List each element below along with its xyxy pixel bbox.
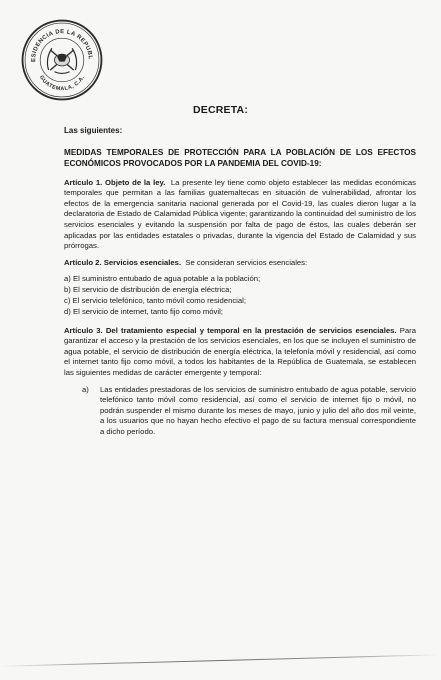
services-list (64, 274, 416, 317)
article-1-text: La presente ley tiene como objeto establecer las medidas económicas temporales que permitan a las familias guatemaltecas en situación de vulnerabilidad, afrontar los efectos de la emergencia sanitaria nacional generada por el Covid-19, las cuales dieron lugar a la declaratoria de Estado de Calamidad Pública vigente; garantizando la continuidad del suministro de los servicios esenciales y evitando la suspensión por falta de pago de éstos, las cuales deberán ser aplicadas por las entidades estatales o privadas, durante la vigencia del Estado de Calamidad y sus prórrogas. (64, 177, 416, 251)
decree-heading: DECRETA: (192, 104, 249, 116)
item-marker: a) (82, 384, 89, 394)
seal-emblem-icon (20, 18, 104, 102)
article-3 (64, 326, 416, 379)
list-item: d) El servicio de internet, tanto fijo como móvil; (64, 306, 223, 316)
measures-title: MEDIDAS TEMPORALES DE PROTECCIÓN PARA LA POBLACIÓN DE LOS EFECTOS ECONÓMICOS PROVOCADOS POR LA PANDEMIA DEL COVID-19: (64, 147, 416, 168)
article-3-title: Artículo 3. Del tratamiento especial y temporal en la prestación de servicios esenciales. (64, 325, 397, 335)
svg-text:GUATEMALA, C.A. (38, 75, 86, 93)
seal-bottom-text: GUATEMALA, C.A. (37, 74, 87, 93)
list-item: a) El suministro entubado de agua potable a la población; (64, 274, 261, 284)
article-1-title: Artículo 1. Objeto de la ley. (64, 177, 166, 187)
list-item: b) El servicio de distribución de energía eléctrica; (64, 285, 232, 295)
article-2 (64, 258, 416, 269)
article-3-item-a (82, 385, 416, 438)
article-2-title: Artículo 2. Servicios esenciales. (64, 257, 182, 267)
intro-line: Las siguientes: (64, 126, 123, 135)
article-1 (64, 178, 416, 252)
item-text: Las entidades prestadoras de los servicios de suministro entubado de agua potable, servicio telefónico tanto móvil como residencial, así como el servicio de internet fijo o móvil, no podrán suspender el mismo durante los meses de mayo, junio y julio del año dos mil veinte, a los usuarios que no hayan hecho efectivo el pago de su factura mensual correspondiente a dicho período. (100, 384, 416, 436)
list-item: c) El servicio telefónico, tanto móvil como residencial; (64, 295, 247, 305)
article-3-text: Para garantizar el acceso y la prestación de los servicios esenciales, en los que se incluyen el suministro de agua potable, el servicio de distribución de energía eléctrica, la telefonía móvil y residencial, así como el internet tanto fijo como móvil, a todos los habitantes de la República de Guatemala, se establecen las siguientes medidas de carácter emergente y temporal: (64, 325, 416, 377)
seal-top-text: ESIDENCIA DE LA REPUBL (31, 29, 93, 62)
presidential-seal (20, 18, 104, 102)
document-body (64, 122, 416, 437)
article-2-text: Se consideran servicios esenciales: (185, 257, 308, 267)
scan-edge-divider (0, 654, 441, 667)
